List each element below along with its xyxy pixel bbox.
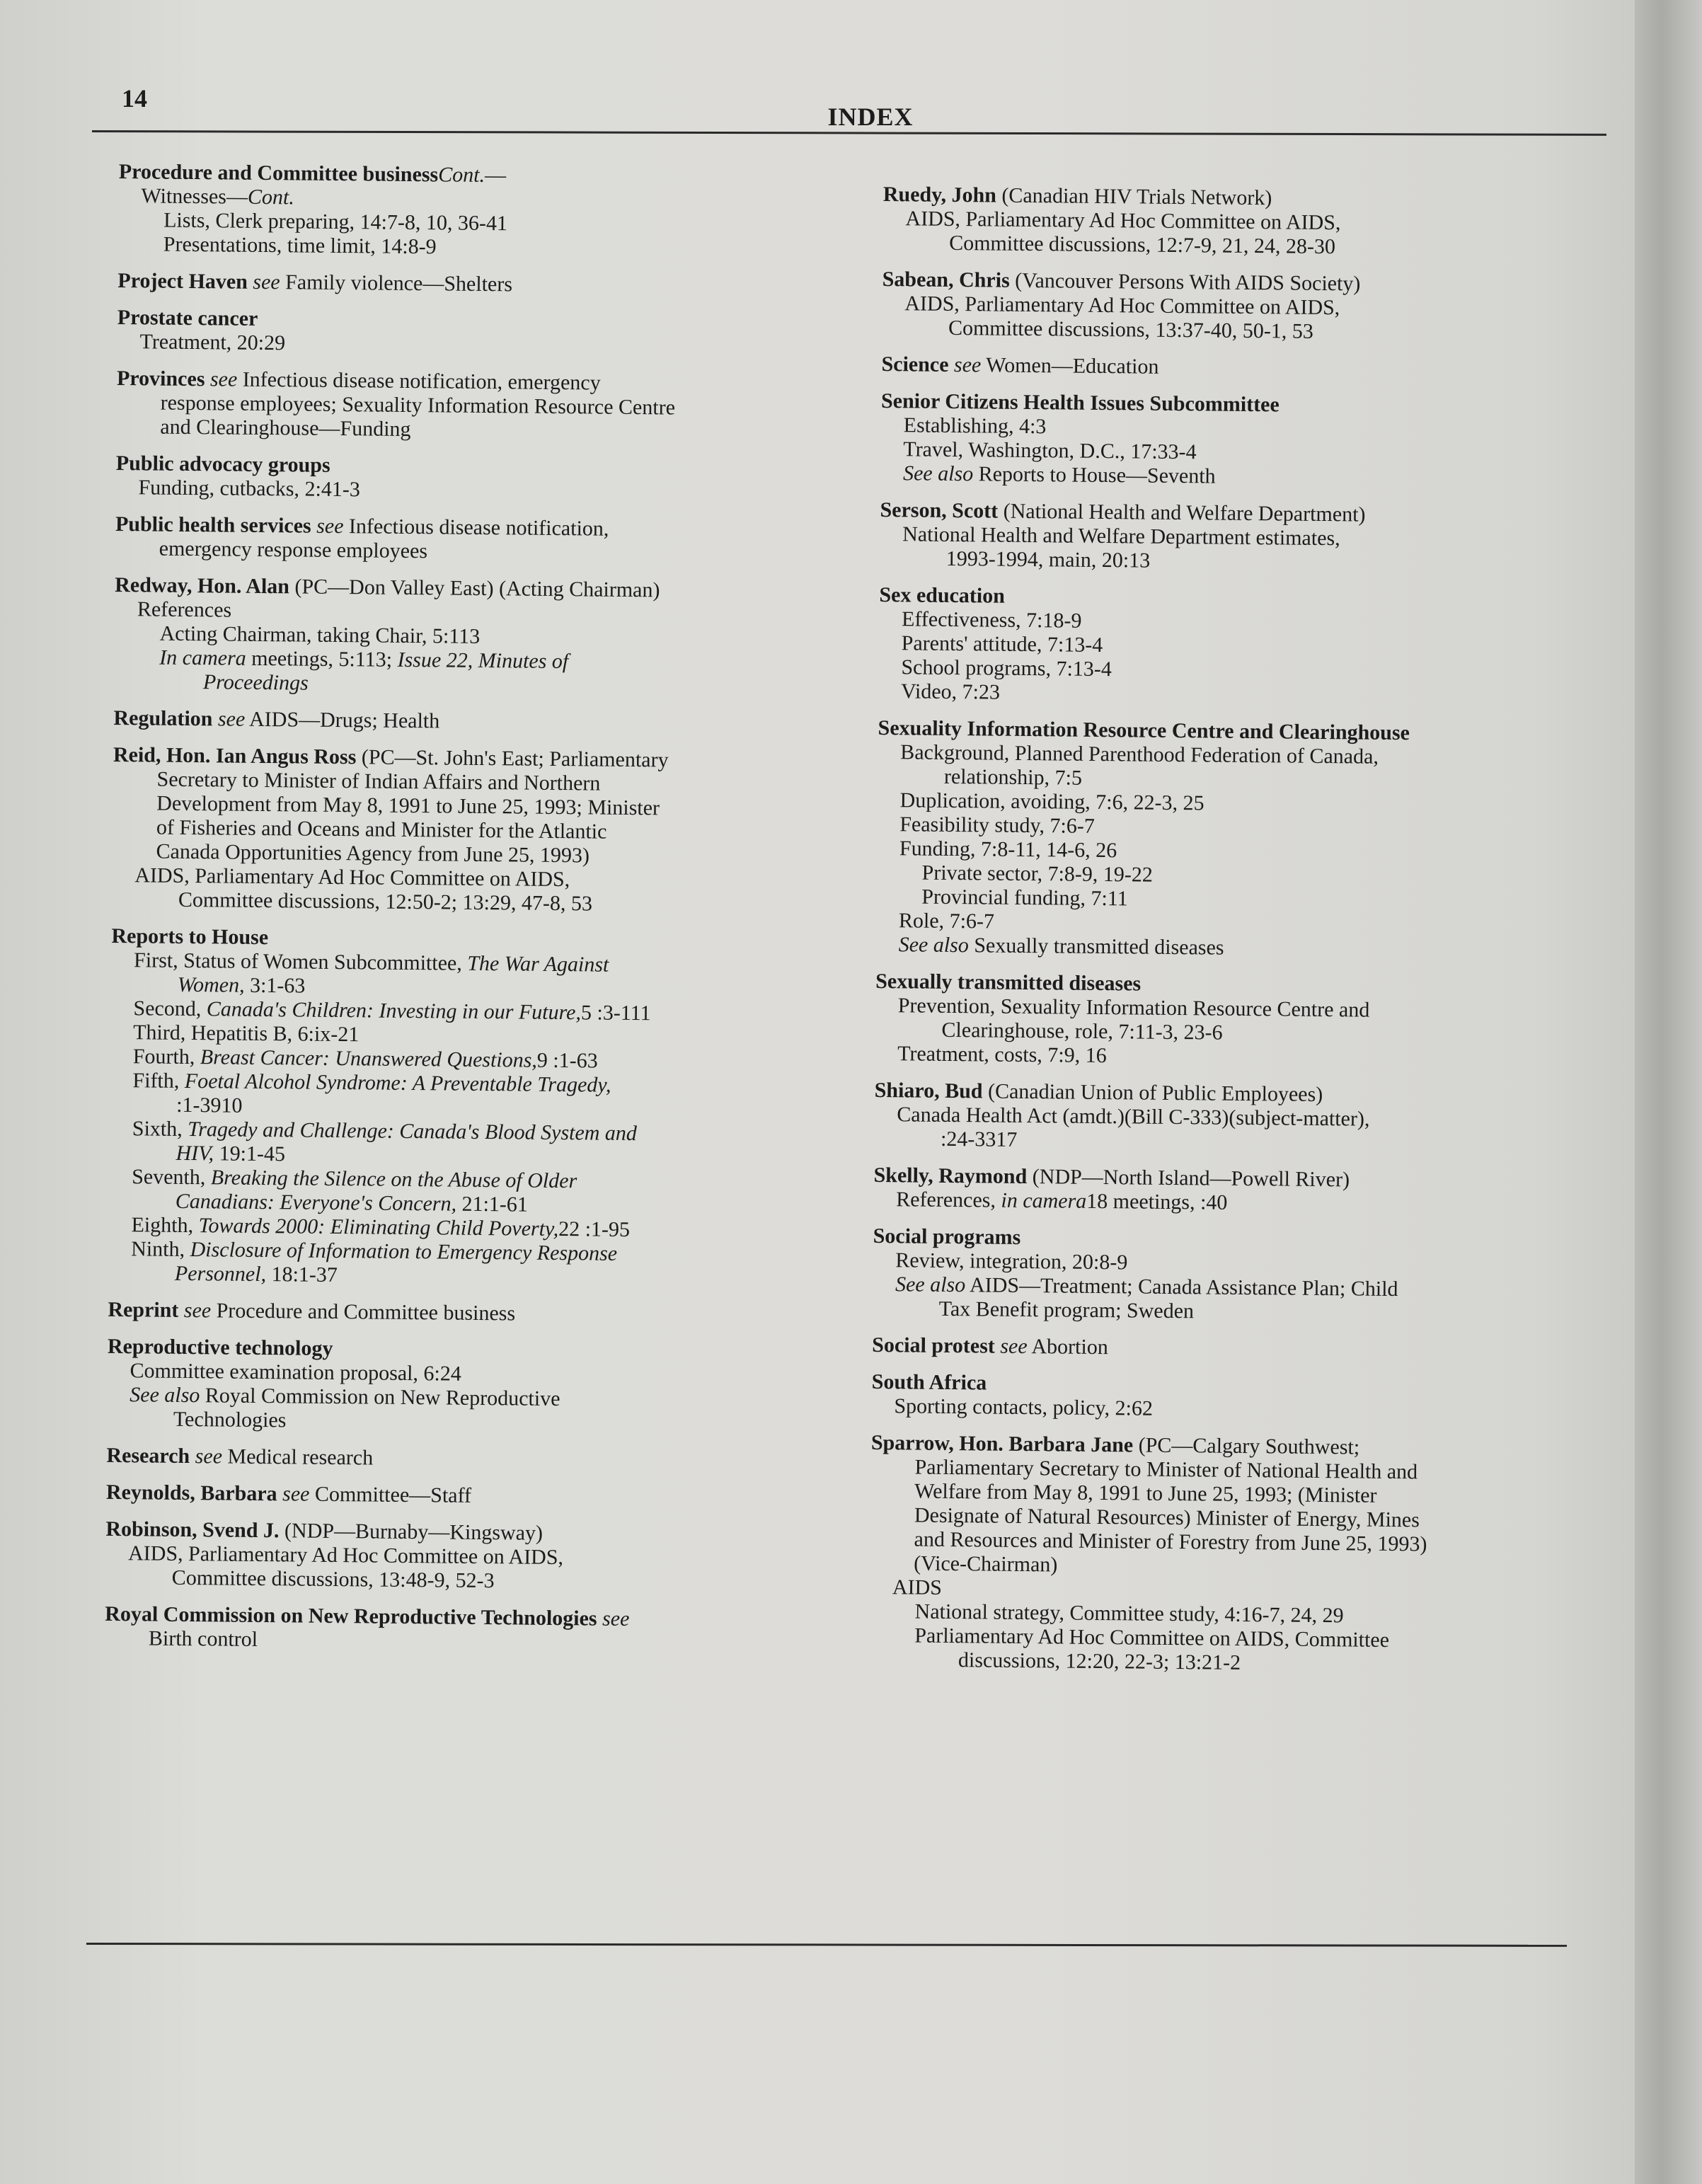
issue-number: 10 [221,1093,243,1117]
issue-number: 7 [1056,657,1067,681]
issue-number: 7 [1096,790,1107,815]
issue-number: 14 [360,210,381,234]
italic-text: see [277,1482,310,1506]
entry-text: AIDS, Parliamentary Ad Hoc Committee on AIDS, [905,207,1341,235]
entry-heading-text: Provinces [116,366,205,391]
index-entry [115,512,824,568]
entry-text: Parliamentary Ad Hoc Committee on AIDS, Committee [914,1623,1390,1652]
entry-heading-text: Science [881,352,949,377]
entry-text: Infectious disease notification, emergency [237,367,601,395]
entry-text: :113; [349,648,398,672]
issue-number: 7 [1047,862,1059,886]
issue-number: 21 [461,1192,483,1217]
entry-text: Duplication, avoiding, [899,788,1096,814]
entry-heading-text: Prostate cancer [117,305,258,331]
entry-heading-text: Project Haven [117,268,248,294]
index-entry [869,1431,1572,1678]
issue-number: 20 [1071,1250,1094,1274]
italic-text: HIV, [176,1141,214,1166]
entry-text: (Canadian Union of Public Employees) [982,1079,1323,1107]
entry-text: Private sector, [921,861,1048,886]
issue-number: 13 [379,1568,401,1592]
entry-heading-text: Royal Commission on New Reproductive Technologies [105,1602,597,1631]
entry-text: :5 [1065,766,1083,790]
entry-text: (Vice-Chairman) [914,1551,1058,1577]
italic-text: Towards 2000: Eliminating Child Poverty, [198,1214,559,1241]
issue-number: 2 [304,477,316,501]
entry-text: (Vancouver Persons With AIDS Society) [1009,268,1361,296]
entry-heading-text: Sabean, Chris [882,267,1010,292]
entry-text: Funding, [899,837,982,861]
entry-text: 1993-1994, main, [945,546,1103,572]
entry-heading-text: Regulation [113,706,213,731]
index-heading-line [108,1298,815,1329]
italic-text: see [597,1607,630,1631]
issue-number: 12 [1065,1649,1087,1673]
entry-text: Infectious disease notification, [343,515,609,541]
italic-text: see [205,367,238,391]
italic-text: Disclosure of Information to Emergency Response [190,1238,618,1265]
entry-text: :62 [1125,1396,1154,1420]
issue-number: 7 [1054,766,1066,790]
index-entry [114,573,823,701]
entry-text: Effectiveness, [901,607,1027,632]
entry-text: and Resources and Minister of Forestry from June 25, 1993) [914,1527,1427,1556]
entry-text: Review, integration, [895,1248,1073,1274]
entry-text: :29, 47-8, 53 [483,890,593,916]
issue-number: 7 [1047,633,1059,657]
entry-heading-text: Shiaro, Bud [874,1078,983,1103]
entry-text: discussions, [958,1648,1066,1673]
italic-text: see [178,1298,212,1323]
italic-text: Breast Cancer: Unanswered Questions, [200,1045,538,1072]
entry-text: AIDS [892,1575,943,1599]
entry-text: :23 [972,680,1001,704]
italic-text: Tragedy and Challenge: Canada's Blood System and [188,1117,638,1146]
issue-number: 14 [381,234,403,258]
entry-heading-text: Social protest [872,1333,995,1358]
entry-text: Provincial funding, [921,885,1091,910]
entry-text: Procedure and Committee business [211,1299,516,1326]
italic-text: Cont. [438,163,485,187]
page-number: 14 [122,84,147,113]
running-head: INDEX [827,103,914,131]
entry-heading-text: Research [106,1443,190,1469]
italic-text: See also [898,933,969,958]
entry-text: :113 [442,624,481,648]
entry-text: Tax Benefit program; Sweden [938,1297,1195,1323]
entry-text: Fifth, [132,1069,185,1093]
issue-number: 19 [219,1142,241,1166]
issue-number: 7 [980,837,992,861]
entry-text: Secretary to Minister of Indian Affairs and Northern [156,767,601,795]
entry-text: :48-9, 52-3 [400,1568,495,1593]
index-entry [116,367,824,446]
italic-text: see [247,270,280,294]
issue-number: 2 [1115,1396,1126,1420]
index-entry [871,1370,1572,1425]
entry-text: Presentations, time limit, [163,232,381,258]
entry-text: :1-63 [553,1048,598,1073]
entry-text: :29 [258,331,286,355]
entry-text: :24-33 [940,1127,996,1151]
issue-number: 5 [432,624,444,648]
index-column-right [869,183,1584,1691]
issue-number: 4 [1224,1602,1236,1626]
issue-number: 9 [536,1048,548,1072]
entry-heading-text: Sparrow, Hon. Barbara Jane [870,1430,1134,1457]
index-heading-line [881,352,1582,384]
italic-text: Foetal Alcohol Syndrome: A Preventable Tragedy, [184,1069,611,1097]
index-entry [115,452,824,507]
entry-text: Welfare from May 8, 1991 to June 25, 1993; (Minister [914,1479,1377,1507]
entry-text: AIDS, Parliamentary Ad Hoc Committee on AIDS, [904,292,1340,320]
entry-heading-text: Sexuality Information Resource Centre and Clearinghouse [878,715,1410,745]
entry-heading-text: Social programs [873,1224,1021,1249]
entry-text: (Canadian HIV Trials Network) [996,183,1272,210]
entry-text: Second, [133,996,207,1021]
italic-text: see [948,352,982,377]
entry-text: meetings, [246,646,339,672]
issue-number: 7 [962,680,973,704]
entry-text: :3-111 [597,1001,651,1025]
entry-text: :7-9, 21, 24, 28-30 [1177,233,1336,259]
entry-text: :13 [1122,548,1151,573]
index-entry [117,306,825,361]
entry-text: meetings, [1108,1190,1201,1214]
entry-text: School programs, [901,655,1057,681]
entry-heading-text: Serson, Scott [880,498,999,523]
entry-text: Committee discussions, [948,316,1156,342]
issue-number: 13 [462,890,484,914]
entry-text: Reports to House—Seventh [973,462,1216,488]
entry-heading-text: Ruedy, John [882,183,997,207]
index-entry [878,583,1580,710]
italic-text: Proceedings [202,670,309,695]
entry-text: Clearinghouse, role, [941,1018,1119,1044]
issue-number: 5 [580,1001,592,1025]
entry-text: Third, Hepatitis B, [133,1021,298,1046]
entry-text: :3 [1029,415,1047,439]
italic-text: Personnel, [174,1261,267,1287]
issue-number: 7 [1025,608,1037,633]
entry-text: AIDS—Drugs; Health [245,707,440,733]
entry-text: Acting Chairman, taking Chair, [159,621,433,648]
entry-text: Family violence—Shelters [280,270,513,297]
entry-text: Development from May 8, 1991 to June 25, 1993; Minister [156,791,660,820]
index-entry [874,1079,1575,1157]
entry-heading-text: Reports to House [111,924,269,950]
entry-text: (NDP—North Island—Powell River) [1027,1165,1350,1192]
index-entry [107,1335,815,1438]
index-heading-line [106,1481,814,1512]
entry-text: Parliamentary Secretary to Minister of National Health and [914,1455,1418,1484]
index-entry [112,743,821,919]
entry-text: Medical research [222,1444,374,1470]
issue-number: 6 [297,1022,309,1046]
index-entry [117,269,825,300]
index-heading-line [872,1333,1572,1364]
entry-heading-text: South Africa [871,1369,987,1395]
entry-text: AIDS, Parliamentary Ad Hoc Committee on AIDS, [127,1541,564,1570]
entry-text: :20, 22-3; [1086,1649,1175,1674]
entry-text: :18-9 [1036,609,1082,633]
entry-text: of Fisheries and Oceans and Minister for the Atlantic [156,815,607,844]
entry-text: Prevention, Sexuality Information Resource Centre and [897,994,1370,1022]
italic-text: see [190,1444,223,1469]
index-entry [118,160,827,263]
index-entry [880,389,1582,492]
issue-number: 18 [271,1263,293,1287]
entry-text: :ix-21 [308,1022,360,1047]
entry-heading-text: Redway, Hon. Alan [115,573,290,599]
entry-text: Committee discussions, [171,1565,379,1592]
entry-text: Committee—Staff [309,1482,472,1507]
entry-text: Parents' attitude, [901,631,1048,657]
entry-text: :1-95 [585,1217,631,1241]
entry-text: :37-40, 50-1, 53 [1176,318,1313,343]
entry-text: Sixth, [132,1117,188,1141]
entry-text: :16-7, 24, 29 [1235,1602,1344,1628]
entry-text: References, [896,1188,1001,1212]
entry-text: :7-8, 10, 36-41 [381,210,508,236]
index-entry [106,1481,814,1512]
entry-heading-text: Reproductive technology [107,1334,333,1360]
entry-text: Sexually transmitted diseases [968,933,1224,960]
entry-heading-text: Procedure and Committee business [118,160,439,187]
italic-text: Canada's Children: Investing in our Future, [206,997,582,1025]
index-entry [105,1602,813,1657]
entry-text: :40 [1200,1190,1228,1214]
entry-text: Role, [898,909,950,933]
entry-text: :11 [1101,887,1128,911]
issue-number: 13 [1174,1650,1196,1674]
index-entry [882,268,1583,346]
entry-text: Royal Commission on New Reproductive [200,1384,560,1411]
issue-number: 17 [996,1127,1018,1151]
entry-text: relationship, [943,764,1055,790]
entry-text: (National Health and Welfare Department) [998,499,1366,527]
italic-text: See also [130,1383,200,1408]
entry-text: Fourth, [132,1045,201,1069]
issue-number: 12 [1156,233,1178,257]
entry-text: :8-11, 14-6, 26 [991,837,1117,863]
italic-text: see [994,1334,1028,1359]
entry-text: Abortion [1027,1335,1108,1360]
entry-text: AIDS—Treatment; Canada Assistance Plan; Child [965,1273,1398,1301]
entry-text: Travel, Washington, D.C., [903,437,1131,464]
index-entry [881,352,1582,384]
entry-text: Canada Health Act (amdt.)(Bill C-333)(subject-matter), [897,1103,1370,1131]
entry-text: Video, [900,679,962,704]
entry-text: Committee discussions, [949,231,1156,257]
entry-text: Canada Opportunities Agency from June 25, 1993) [156,839,590,868]
entry-text: Ninth, [131,1237,190,1262]
entry-text: (PC—Don Valley East) (Acting Chairman) [289,575,660,602]
entry-text: Seventh, [132,1165,212,1190]
entry-heading-text: Reid, Hon. Ian Angus Ross [113,742,357,769]
index-entry [875,970,1576,1072]
entry-text: Feasibility study, [899,812,1050,838]
entry-text: :6-7 [1060,814,1096,838]
entry-text: :9, 16 [1058,1043,1107,1068]
entry-text: :1-63 [260,973,306,998]
index-entry [108,1298,815,1329]
entry-heading-text: Reprint [108,1297,179,1322]
entry-text: (PC—Calgary Southwest; [1133,1433,1360,1459]
entry-text: :1-45 [240,1142,286,1166]
entry-text: References [137,597,232,622]
italic-text: In camera [159,645,246,670]
italic-text: see [212,707,246,731]
entry-heading-text: Public advocacy groups [115,451,330,477]
issue-number: 18 [1086,1189,1108,1214]
italic-text: See also [895,1272,966,1297]
entry-heading-text: Reynolds, Barbara [105,1480,277,1506]
entry-text: Witnesses— [141,184,248,209]
index-entry [872,1333,1572,1364]
index-heading-line [113,706,821,737]
entry-text: :1-39 [176,1093,222,1117]
issue-number: 7 [1047,1043,1059,1067]
index-entry [113,706,821,737]
italic-text: see [311,514,344,539]
entry-text: :24 [434,1362,461,1386]
entry-text: :1-61 [483,1192,529,1217]
entry-text: Eighth, [131,1213,199,1238]
entry-text: :8-9 [1093,1250,1128,1275]
issue-number: 17 [1130,439,1152,464]
entry-text: Treatment, [139,330,237,355]
index-entry [880,498,1581,577]
issue-number: 3 [249,973,261,997]
italic-text: Cont. [247,185,294,209]
entry-heading-text: Sex education [879,582,1006,608]
entry-text: :21-2 [1195,1650,1241,1674]
index-entry [105,1517,814,1597]
entry-text: :33-4 [1151,439,1197,464]
entry-text: First, Status of Women Subcommittee, [133,948,468,975]
entry-heading-text: Robinson, Svend J. [105,1517,280,1543]
italic-text: in camera [1001,1188,1087,1213]
entry-text: and Clearinghouse—Funding [160,415,411,441]
entry-text: :13-4 [1057,633,1103,657]
index-entry [108,924,820,1292]
entry-text: Treatment, costs, [897,1042,1048,1067]
italic-text: Women, [177,972,245,997]
issue-number: 7 [949,909,960,933]
entry-text: Designate of Natural Resources) Minister of Energy, Mines [914,1503,1420,1532]
italic-text: See also [902,461,974,486]
entry-text: :8-9, 19-22 [1058,862,1154,887]
entry-text: Committee examination proposal, [130,1359,424,1386]
issue-number: 4 [1018,414,1030,439]
issue-number: 12 [385,890,407,914]
italic-text: Issue 22, Minutes of [397,648,569,674]
entry-text: :6-7 [960,909,995,933]
italic-text: Breaking the Silence on the Abuse of Older [210,1166,577,1193]
issue-number: 7 [1050,814,1061,838]
issue-number: 13 [1155,318,1177,342]
entry-text: Sporting contacts, policy, [894,1394,1115,1420]
entry-text: :8-9 [402,234,437,259]
issue-number: 22 [558,1217,580,1241]
entry-text: Establishing, [903,413,1020,438]
entry-text: National strategy, Committee study, [914,1599,1225,1626]
entry-text: Lists, Clerk preparing, [163,208,360,234]
index-entry [873,1163,1575,1219]
entry-text: — [484,163,507,188]
entry-text: Birth control [148,1626,258,1651]
entry-text: (NDP—Burnaby—Kingsway) [279,1519,544,1545]
entry-heading-text: Sexually transmitted diseases [875,969,1142,996]
issue-number: 20 [236,331,258,355]
entry-heading-text: Skelly, Raymond [873,1163,1028,1189]
entry-text: Funding, cutbacks, [138,476,305,501]
index-column-left [105,160,827,1670]
entry-text: response employees; Sexuality Information Resource Centre [160,391,676,420]
entry-text: National Health and Welfare Department estimates, [902,522,1340,551]
index-heading-line [106,1444,814,1475]
index-entry [882,183,1584,261]
index-entry [106,1444,814,1475]
book-spine-shadow [1635,0,1702,2184]
entry-text: Women—Education [981,353,1159,379]
issue-number: 7 [1091,886,1102,911]
entry-text: :11-3, 23-6 [1129,1020,1223,1045]
entry-text: Background, Planned Parenthood Federation of Canada, [900,740,1379,769]
entry-text: :50-2; [406,890,463,914]
entry-text: emergency response employees [159,536,428,563]
entry-text: Committee discussions, [178,887,386,914]
entry-text: :13-4 [1066,657,1112,682]
italic-text: Canadians: Everyone's Concern, [175,1189,457,1216]
entry-text: (PC—St. John's East; Parliamentary [356,745,669,772]
italic-text: The War Against [467,951,609,977]
entry-text: :6, 22-3, 25 [1106,791,1204,815]
entry-text: AIDS, Parliamentary Ad Hoc Committee on AIDS, [134,863,570,892]
index-heading-line [117,269,825,300]
index-entry [875,716,1578,963]
issue-number: 7 [1118,1020,1129,1044]
issue-number: 20 [1101,548,1124,573]
issue-number: 5 [338,648,350,672]
entry-text: :41-3 [315,477,361,502]
index-entry [873,1224,1574,1327]
issue-number: 6 [423,1362,435,1386]
footer-rule [86,1943,1567,1947]
entry-text: Technologies [173,1407,287,1432]
entry-text: :1-37 [292,1263,338,1287]
entry-heading-text: Senior Citizens Health Issues Subcommittee [880,389,1280,417]
entry-heading-text: Public health services [115,512,311,538]
